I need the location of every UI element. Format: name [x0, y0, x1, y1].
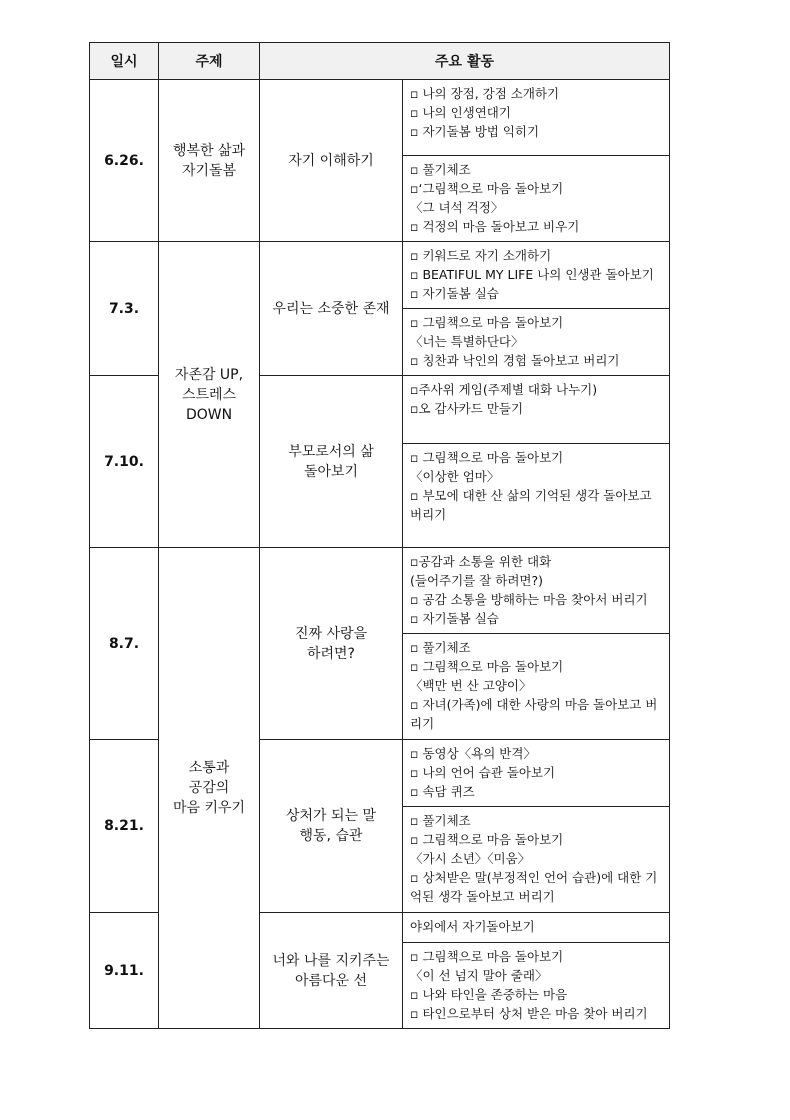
activity-cell: ▫ 그림책으로 마음 돌아보기 〈이상한 엄마〉 ▫ 부모에 대한 산 삶의 기억된 생각 돌아보고 버리기 [403, 444, 670, 548]
session-date: 7.3. [90, 242, 159, 376]
activity-cell: ▫ 풀기체조 ▫ 그림책으로 마음 돌아보기 〈가시 소년〉〈미움〉 ▫ 상처받은 말(부정적인 언어 습관)에 대한 기억된 생각 돌아보고 버리기 [403, 807, 670, 913]
activity-cell: ▫ 그림책으로 마음 돌아보기 〈너는 특별하단다〉 ▫ 칭찬과 낙인의 경험 돌아보고 버리기 [403, 309, 670, 376]
activity-cell: 야외에서 자기돌아보기 [403, 913, 670, 943]
activity-cell: ▫ 나의 장점, 강점 소개하기 ▫ 나의 인생연대기 ▫ 자기돌봄 방법 익히기 [403, 80, 670, 156]
activity-cell: ▫주사위 게임(주제별 대화 나누기) ▫오 감사카드 만들기 [403, 376, 670, 444]
session-date: 9.11. [90, 913, 159, 1029]
table-row [90, 242, 670, 309]
subtopic-cell: 자기 이해하기 [260, 80, 403, 242]
subtopic-cell: 너와 나를 지키주는 아름다운 선 [260, 913, 403, 1029]
header-topic: 주제 [159, 43, 260, 80]
activity-cell: ▫ 동영상〈욕의 반격〉 ▫ 나의 언어 습관 돌아보기 ▫ 속담 퀴즈 [403, 740, 670, 807]
activity-cell: ▫ 키워드로 자기 소개하기 ▫ BEATIFUL MY LIFE 나의 인생관 돌아보기 ▫ 자기돌봄 실습 [403, 242, 670, 309]
subtopic-cell: 진짜 사랑을 하려면? [260, 548, 403, 740]
topic-cell: 소통과 공감의 마음 키우기 [159, 548, 260, 1029]
activity-cell: ▫ 풀기체조 ▫‘그림책으로 마음 돌아보기 〈그 녀석 걱정〉 ▫ 걱정의 마음 돌아보고 비우기 [403, 156, 670, 242]
session-date: 8.21. [90, 740, 159, 913]
activity-cell: ▫공감과 소통을 위한 대화 (들어주기를 잘 하려면?) ▫ 공감 소통을 방해하는 마음 찾아서 버리기 ▫ 자기돌봄 실습 [403, 548, 670, 634]
session-date: 7.10. [90, 376, 159, 548]
session-date: 8.7. [90, 548, 159, 740]
subtopic-cell: 우리는 소중한 존재 [260, 242, 403, 376]
subtopic-cell: 부모로서의 삶 돌아보기 [260, 376, 403, 548]
activity-cell: ▫ 풀기체조 ▫ 그림책으로 마음 돌아보기 〈백만 번 산 고양이〉 ▫ 자녀(가족)에 대한 사랑의 마음 돌아보고 버리기 [403, 634, 670, 740]
header-date: 일시 [90, 43, 159, 80]
header-activities: 주요 활동 [260, 43, 670, 80]
topic-cell: 자존감 UP, 스트레스 DOWN [159, 242, 260, 548]
table-row [90, 80, 670, 156]
topic-cell: 행복한 삶과 자기돌봄 [159, 80, 260, 242]
activity-cell: ▫ 그림책으로 마음 돌아보기 〈이 선 넘지 말아 줄래〉 ▫ 나와 타인을 존중하는 마음 ▫ 타인으로부터 상처 받은 마음 찾아 버리기 [403, 943, 670, 1029]
header-row [90, 43, 670, 80]
session-date: 6.26. [90, 80, 159, 242]
subtopic-cell: 상처가 되는 말 행동, 습관 [260, 740, 403, 913]
table-row [90, 548, 670, 634]
program-schedule-table [89, 42, 670, 1029]
